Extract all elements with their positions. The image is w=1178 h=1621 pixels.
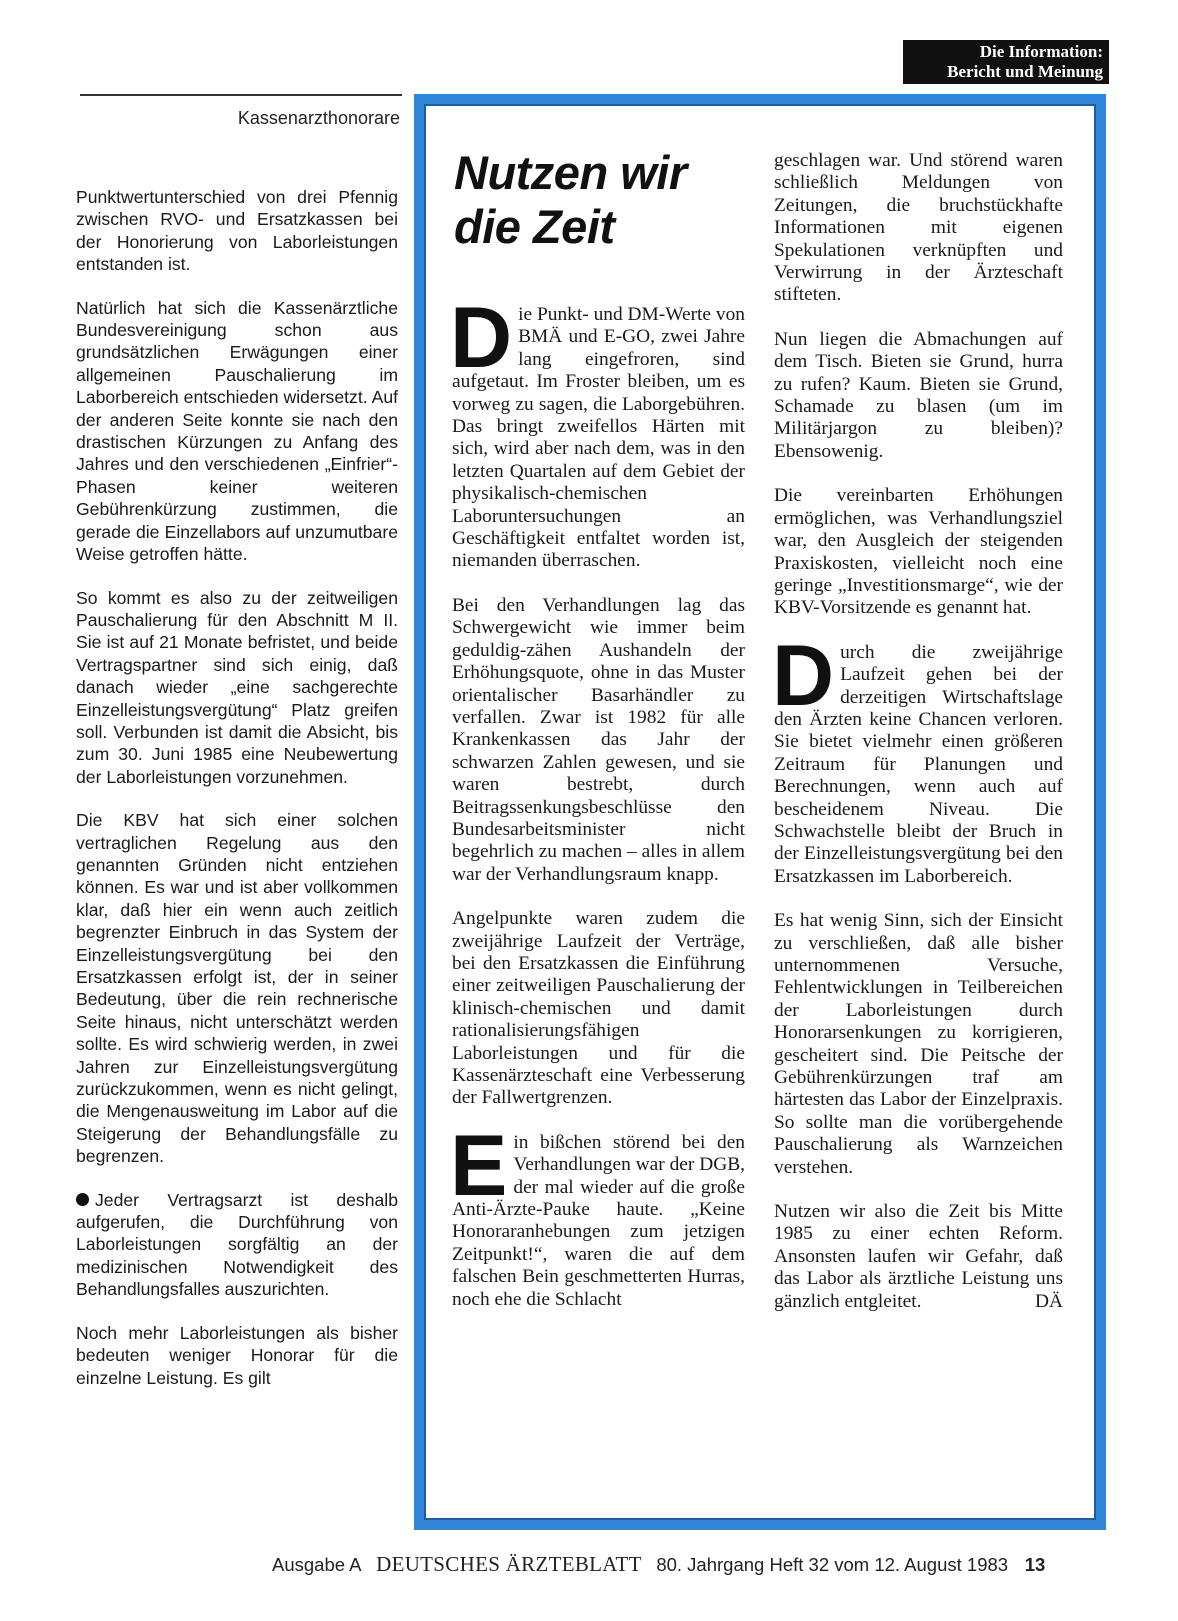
drop-cap: D [450, 290, 513, 386]
left-bullet-paragraph [76, 1189, 398, 1301]
commentary-title-line1: Nutzen wir [454, 146, 687, 199]
left-bullet-text: Jeder Vertragsarzt ist deshalb aufgerufen, die Durchführung von Laborleistungen sorgfältig an der medizinischen Notwendigkeit des Behandlungsfalles auszurichten. [76, 1189, 398, 1300]
drop-cap: D [772, 627, 835, 724]
commentary-paragraph: Es hat wenig Sinn, sich der Einsicht zu verschließen, daß alle bisher unternommenen Versuche, Fehlentwicklungen in Teilbereichen der Laborleistungen durch Honorarsenkungen zu korrigieren, gescheitert sind. Die Peitsche der Gebührenkürzungen traf am härtesten das Labor der Einzelpraxis. So sollte man die vorübergehende Pauschalierung als Warnzeichen verstehen. [774, 910, 1063, 1178]
top-rule [80, 94, 402, 96]
commentary-paragraph: Angelpunkte waren zudem die zweijährige Laufzeit der Verträge, bei den Ersatzkassen die Einführung einer zeitweiligen Pauschalierung der klinisch-chemischen und damit rationalisierungsfähigen Laborleistungen und für die Kassenärzteschaft eine Verbesserung der Fallwertgrenzen. [452, 908, 745, 1109]
commentary-paragraph: geschlagen war. Und störend waren schließlich Meldungen von Zeitungen, die bruchstückhafte Informationen mit eigenen Spekulationen verknüpften und Verwirrung in der Ärzteschaft stifteten. [774, 150, 1063, 306]
commentary-paragraph [450, 1117, 745, 1311]
section-label: Kassenarzthonorare [237, 108, 400, 128]
commentary-paragraph-text: ie Punkt- und DM-Werte von BMÄ und E-GO, zwei Jahre lang eingefroren, sind aufgetaut. Im Froster bleiben, um es vorweg zu sagen, die Laborgebühren. Das bringt zweifellos Härten mit sich, wird aber nach dem, was in den letzten Quartalen auf dem Gebiet der physikalisch-chemischen Laboruntersuchungen an Geschäftigkeit entfaltet worden ist, niemanden überraschen. [452, 304, 745, 572]
footer-edition: Ausgabe A [272, 1554, 362, 1575]
left-paragraph: Noch mehr Laborleistungen als bisher bedeuten weniger Honorar für die einzelne Leistung. Es gilt [76, 1322, 398, 1388]
commentary-paragraph [774, 1201, 1063, 1313]
left-paragraph: Die KBV hat sich einer solchen vertraglichen Regelung aus den genannten Gründen nicht entziehen können. Es war und ist aber vollkommen klar, daß hier ein wenn auch zeitlich begrenzter Einbruch in das System der Einzelleistungsvergütung bei den Ersatzkassen erfolgt ist, der in seiner Bedeutung, über die rein rechnerische Seite hinaus, nicht unterschätzt werden sollte. Es wird schwierig werden, in zwei Jahren zur Einzelleistungsvergütung zurückzukommen, wenn es nicht gelingt, die Mengenausweitung im Labor auf die Steigerung der Behandlungsfälle zu begrenzen. [76, 810, 398, 1167]
section-badge-line1: Die Information: [979, 42, 1103, 61]
commentary-paragraph: Nun liegen die Abmachungen auf dem Tisch. Bieten sie Grund, hurra zu rufen? Kaum. Bieten sie Grund, Schamade zu blasen (um im Militärjargon zu bleiben)? Ebensowenig. [774, 328, 1063, 462]
commentary-paragraph-text: in bißchen störend bei den Verhandlungen war der DGB, der mal wieder auf die große Anti-Ärzte-Pauke haute. „Keine Honoraranhebungen zum jetzigen Zeitpunkt!“, waren die auf dem falschen Bein geschmetterten Hurras, noch ehe die Schlacht [452, 1131, 745, 1310]
commentary-paragraph-text: urch die zweijährige Laufzeit gehen bei der derzeitigen Wirtschaftslage den Ärzten keine Chancen verloren. Sie bietet vielmehr einen größeren Zeitraum für Planungen und Berechnungen, wenn auch auf bescheidenem Niveau. Die Schwachstelle bleibt der Bruch in der Einzelleistungsvergütung bei den Ersatzkassen im Laborbereich. [774, 641, 1063, 887]
left-article-column [76, 186, 398, 1410]
bullet-icon [76, 1193, 89, 1206]
section-badge [903, 40, 1109, 84]
commentary-title [454, 146, 754, 254]
page-footer [272, 1552, 1112, 1577]
section-badge-line2: Bericht und Meinung [947, 62, 1103, 81]
page-number: 13 [1024, 1554, 1046, 1575]
author-signoff: DÄ [1034, 1290, 1063, 1312]
left-paragraph: So kommt es also zu der zeitweiligen Pauschalierung für den Abschnitt M II. Sie ist auf 21 Monate befristet, und beide Vertragspartner sind sich einig, daß danach wieder „eine sachgerechte Einzelleistungsvergütung“ Platz greifen soll. Verbunden ist damit die Absicht, bis zum 30. Juni 1985 eine Neubewertung der Laborleistungen vorzunehmen. [76, 587, 398, 787]
commentary-paragraph-text: Nutzen wir also die Zeit bis Mitte 1985 zu einer echten Reform. Ansonsten laufen wir Gefahr, daß das Labor als ärztliche Leistung uns gänzlich entgleitet. [774, 1201, 1063, 1312]
left-paragraph: Punktwertunterschied von drei Pfennig zwischen RVO- und Ersatzkassen bei der Honorierung von Laborleistungen entstanden ist. [76, 187, 398, 275]
commentary-title-line2: die Zeit [454, 200, 615, 253]
commentary-paragraph [772, 627, 1063, 888]
footer-issue-info: 80. Jahrgang Heft 32 vom 12. August 1983 [656, 1554, 1009, 1575]
footer-journal-name: DEUTSCHES ÄRZTEBLATT [376, 1552, 642, 1576]
commentary-paragraph [450, 290, 745, 573]
commentary-paragraph: Die vereinbarten Erhöhungen ermöglichen, was Verhandlungsziel war, den Ausgleich der steigenden Praxiskosten, vielleicht noch eine geringe „Investitionsmarge“, wie der KBV-Vorsitzende es genannt hat. [774, 485, 1063, 619]
drop-cap: E [450, 1117, 508, 1214]
commentary-paragraph: Bei den Verhandlungen lag das Schwergewicht wie immer beim geduldig-zähen Aushandeln der Erhöhungsquote, ohne in das Muster orientalischer Basarhändler zu verfallen. Zwar ist 1982 für alle Krankenkassen das Jahr der schwarzen Zahlen gewesen, und sie waren bestrebt, durch Beitragssenkungsbeschlüsse den Bundesarbeitsminister nicht begehrlich zu machen – alles in allem war der Verhandlungsraum knapp. [452, 594, 745, 885]
left-paragraph: Natürlich hat sich die Kassenärztliche Bundesvereinigung schon aus grundsätzlichen Erwägungen einer allgemeinen Pauschalierung im Laborbereich entschieden widersetzt. Auf der anderen Seite konnte sie nach den drastischen Kürzungen zu Anfang des Jahres und den verschiedenen „Einfrier“-Phasen keiner weiteren Gebührenkürzung zustimmen, die gerade die Einzellabors auf unzumutbare Weise getroffen hätte. [76, 297, 398, 565]
commentary-right-column [774, 150, 1063, 1335]
commentary-middle-column [450, 290, 745, 1333]
